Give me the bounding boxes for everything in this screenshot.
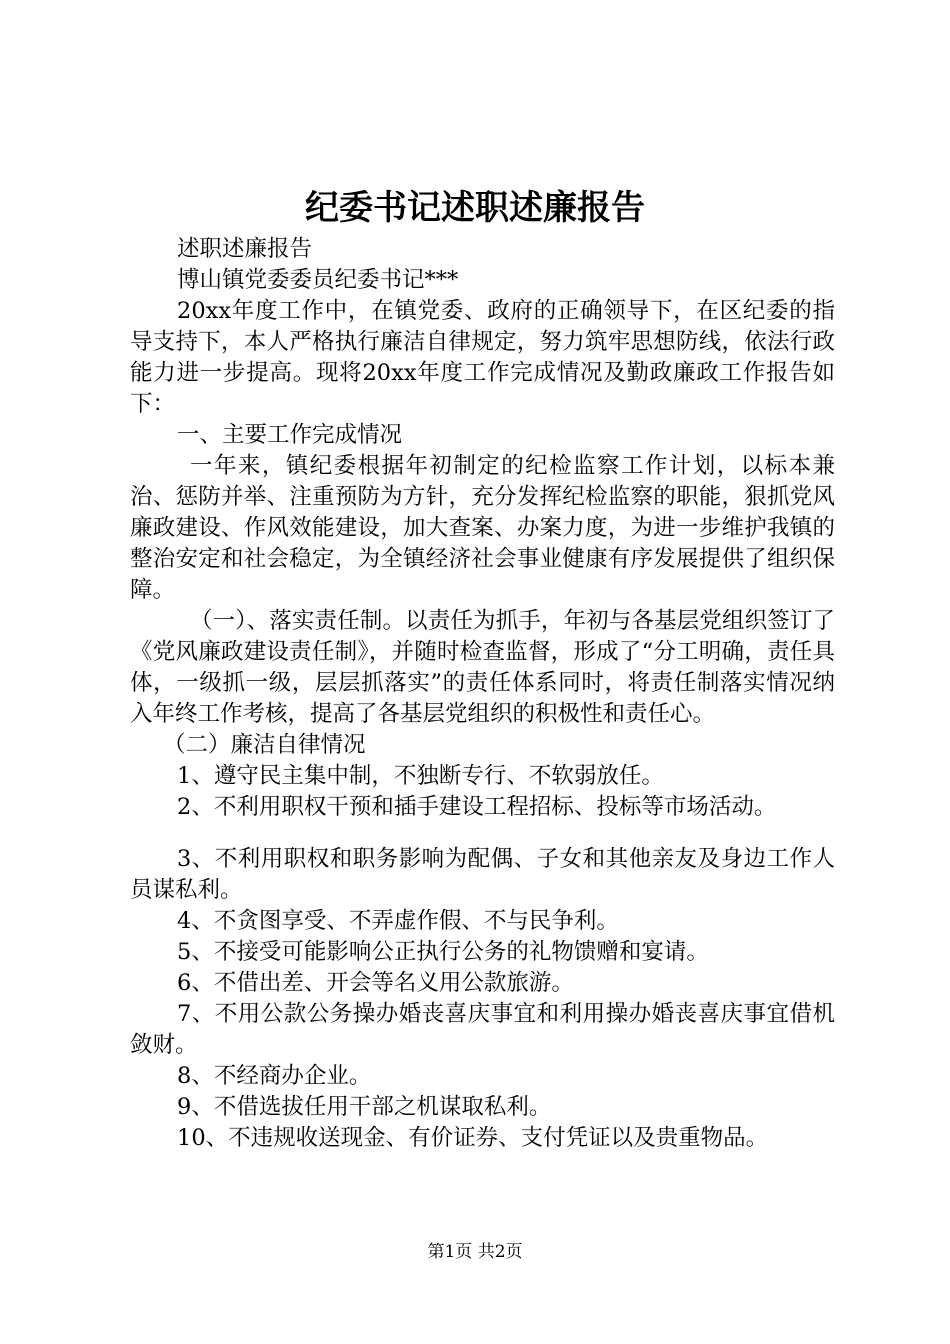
list-item: 1、遵守民主集中制，不独断专行、不软弱放任。 bbox=[177, 763, 664, 789]
section-heading-self-discipline: （二）廉洁自律情况 bbox=[163, 732, 366, 758]
list-item: 7、不用公款公务操办婚丧喜庆事宜和利用操办婚丧喜庆事宜借机敛财。 bbox=[130, 1001, 835, 1058]
report-subtitle: 述职述廉报告 bbox=[177, 236, 313, 262]
list-item: 3、不利用职权和职务影响为配偶、子女和其他亲友及身边工作人员谋私利。 bbox=[130, 846, 835, 903]
section-heading-main-work: 一、主要工作完成情况 bbox=[177, 422, 403, 448]
paragraph-responsibility-system: （一）、落实责任制。以责任为抓手，年初与各基层党组织签订了《党风廉政建设责任制》，并随时检查监督，形成了“分工明确，责任具体，一级抓一级，层层抓落实”的责任体系同时，将责任制落实情况纳入年终工作考核，提高了各基层党组织的积极性和责任心。 bbox=[130, 608, 835, 727]
list-item: 9、不借选拔任用干部之机谋取私利。 bbox=[177, 1094, 552, 1120]
paragraph-year-summary: 一年来，镇纪委根据年初制定的纪检监察工作计划，以标本兼治、惩防并举、注重预防为方针，充分发挥纪检监察的职能，狠抓党风廉政建设、作风效能建设，加大查案、办案力度，为进一步维护我镇的整治安定和社会稳定，为全镇经济社会事业健康有序发展提供了组织保障。 bbox=[130, 453, 835, 603]
list-item: 4、不贪图享受、不弄虚作假、不与民争利。 bbox=[177, 908, 619, 934]
paragraph-intro: 20xx年度工作中，在镇党委、政府的正确领导下，在区纪委的指导支持下，本人严格执行廉洁自律规定，努力筑牢思想防线，依法行政能力进一步提高。现将20xx年度工作完成情况及勤政廉政工作报告如下： bbox=[130, 298, 835, 417]
page-title: 纪委书记述职述廉报告 bbox=[305, 188, 645, 228]
author-line: 博山镇党委委员纪委书记*** bbox=[177, 267, 459, 293]
list-item: 10、不违规收送现金、有价证券、支付凭证以及贵重物品。 bbox=[177, 1125, 769, 1151]
page-footer: 第1页 共2页 bbox=[427, 1242, 523, 1262]
list-item: 8、不经商办企业。 bbox=[177, 1063, 372, 1089]
document-body bbox=[130, 234, 835, 1154]
list-item: 2、不利用职权干预和插手建设工程招标、投标等市场活动。 bbox=[177, 794, 777, 820]
list-item: 6、不借出差、开会等名义用公款旅游。 bbox=[177, 970, 574, 996]
list-item: 5、不接受可能影响公正执行公务的礼物馈赠和宴请。 bbox=[177, 939, 709, 965]
